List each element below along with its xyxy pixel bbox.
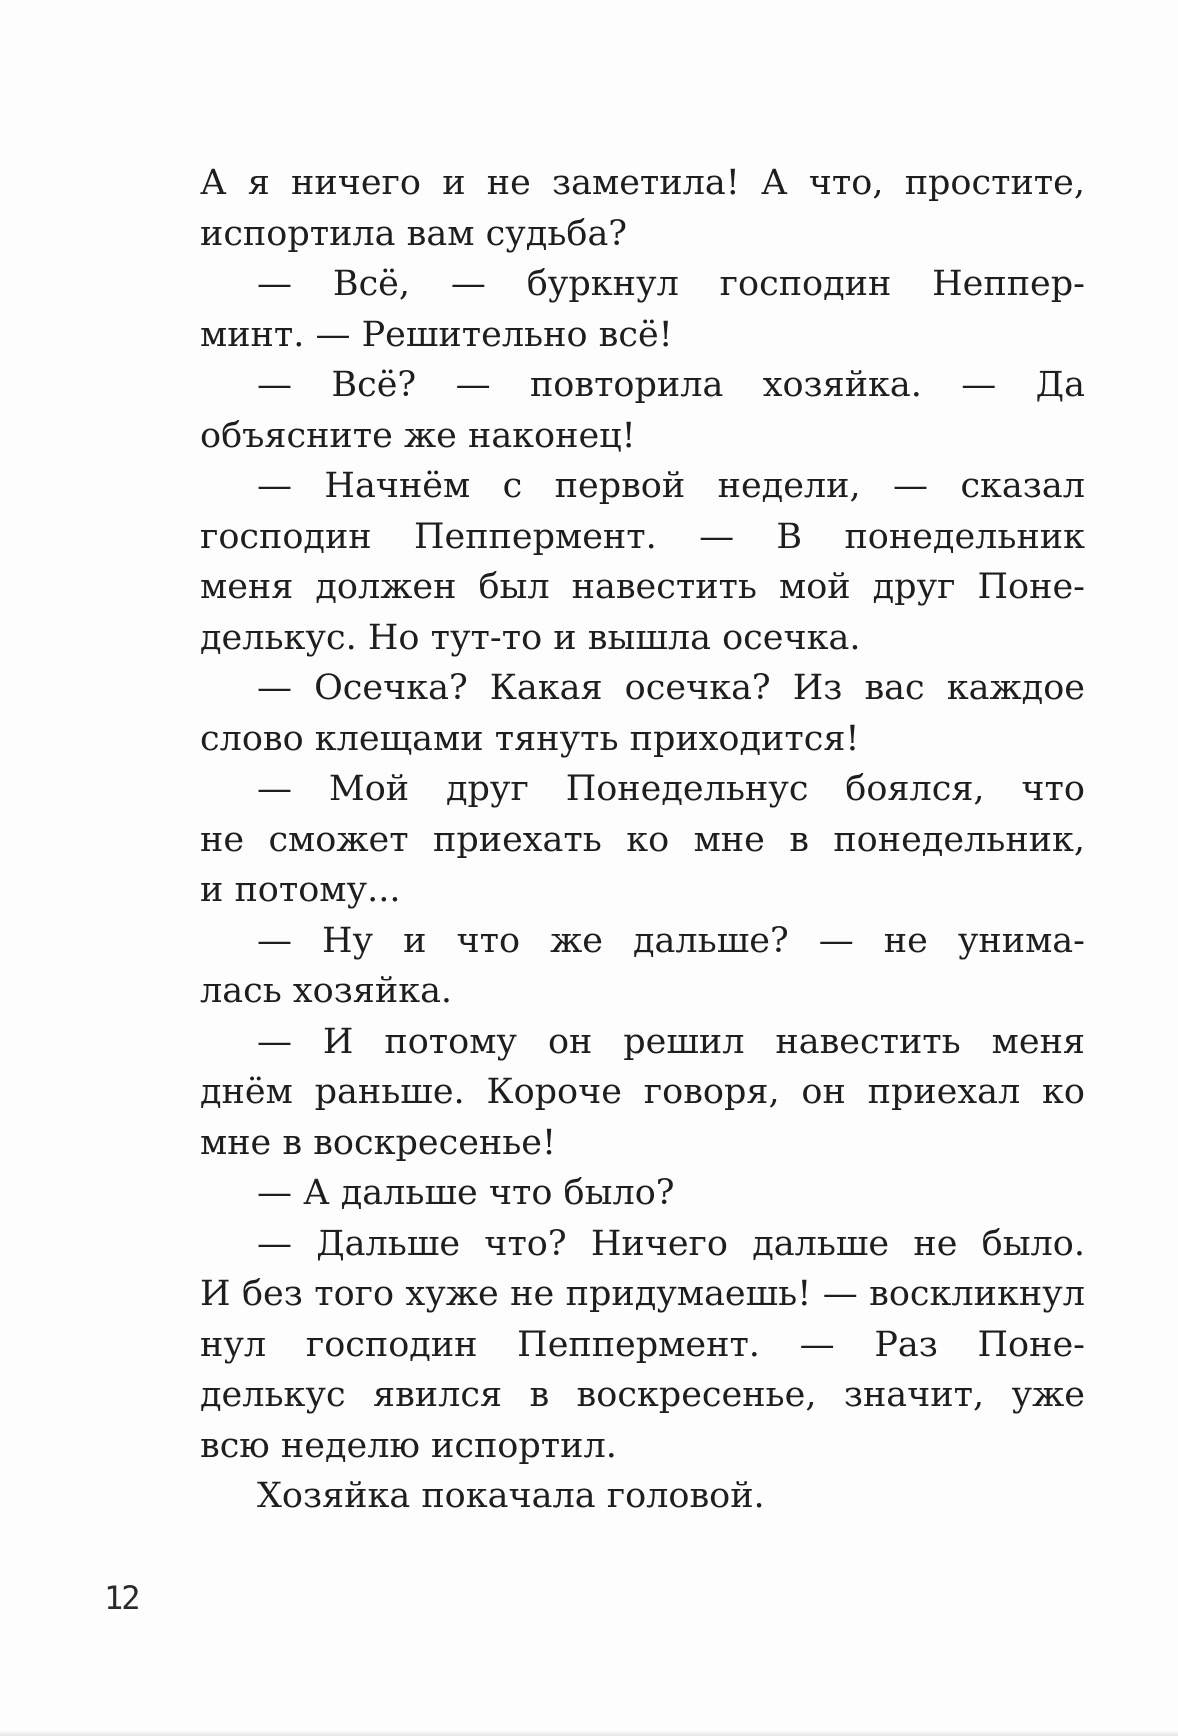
text-line: днём раньше. Короче говоря, он приехал ко: [200, 1072, 1085, 1112]
text-line: слово клещами тянуть приходится!: [200, 718, 860, 759]
text-line: лась хозяйка.: [200, 971, 453, 1011]
text-line: — Всё, — буркнул господин Неппер-: [257, 264, 1085, 304]
text-line: — А дальше что было?: [257, 1173, 675, 1213]
text-line: — Ну и что же дальше? — не унима-: [257, 920, 1085, 961]
text-line: объясните же наконец!: [200, 415, 636, 456]
text-line: И без того хуже не придумаешь! — воскликнул: [200, 1274, 1085, 1314]
text-line: нул господин Пеппермент. — Раз Поне-: [200, 1324, 1085, 1365]
text-line: А я ничего и не заметила! А что, простите,: [200, 163, 1085, 203]
text-line: всю неделю испортил.: [200, 1425, 617, 1466]
text-line: не сможет приехать ко мне в понедельник,: [200, 819, 1085, 860]
text-line: меня должен был навестить мой друг Поне-: [200, 567, 1085, 607]
text-line: Хозяйка покачала головой.: [257, 1476, 765, 1516]
text-line: — Начнём с первой недели, — сказал: [257, 466, 1085, 506]
body-text: [200, 158, 1085, 1522]
text-line: испортила вам судьба?: [200, 213, 628, 254]
text-line: делькус явился в воскресенье, значит, уже: [200, 1375, 1085, 1415]
page-number: 12: [104, 1579, 139, 1617]
text-line: — Мой друг Понедельнус боялся, что: [257, 769, 1085, 809]
text-line: — Осечка? Какая осечка? Из вас каждое: [257, 668, 1085, 708]
text-line: — Всё? — повторила хозяйка. — Да: [257, 365, 1085, 405]
text-line: господин Пеппермент. — В понедельник: [200, 516, 1085, 557]
text-line: — И потому он решил навестить меня: [257, 1021, 1085, 1062]
text-line: мне в воскресенье!: [200, 1122, 557, 1163]
text-line: — Дальше что? Ничего дальше не было.: [257, 1223, 1085, 1264]
text-line: минт. — Решительно всё!: [200, 314, 673, 355]
text-line: делькус. Но тут-то и вышла осечка.: [200, 617, 861, 658]
text-line: и потому...: [200, 870, 401, 910]
page-bottom-edge: [0, 1730, 1178, 1736]
